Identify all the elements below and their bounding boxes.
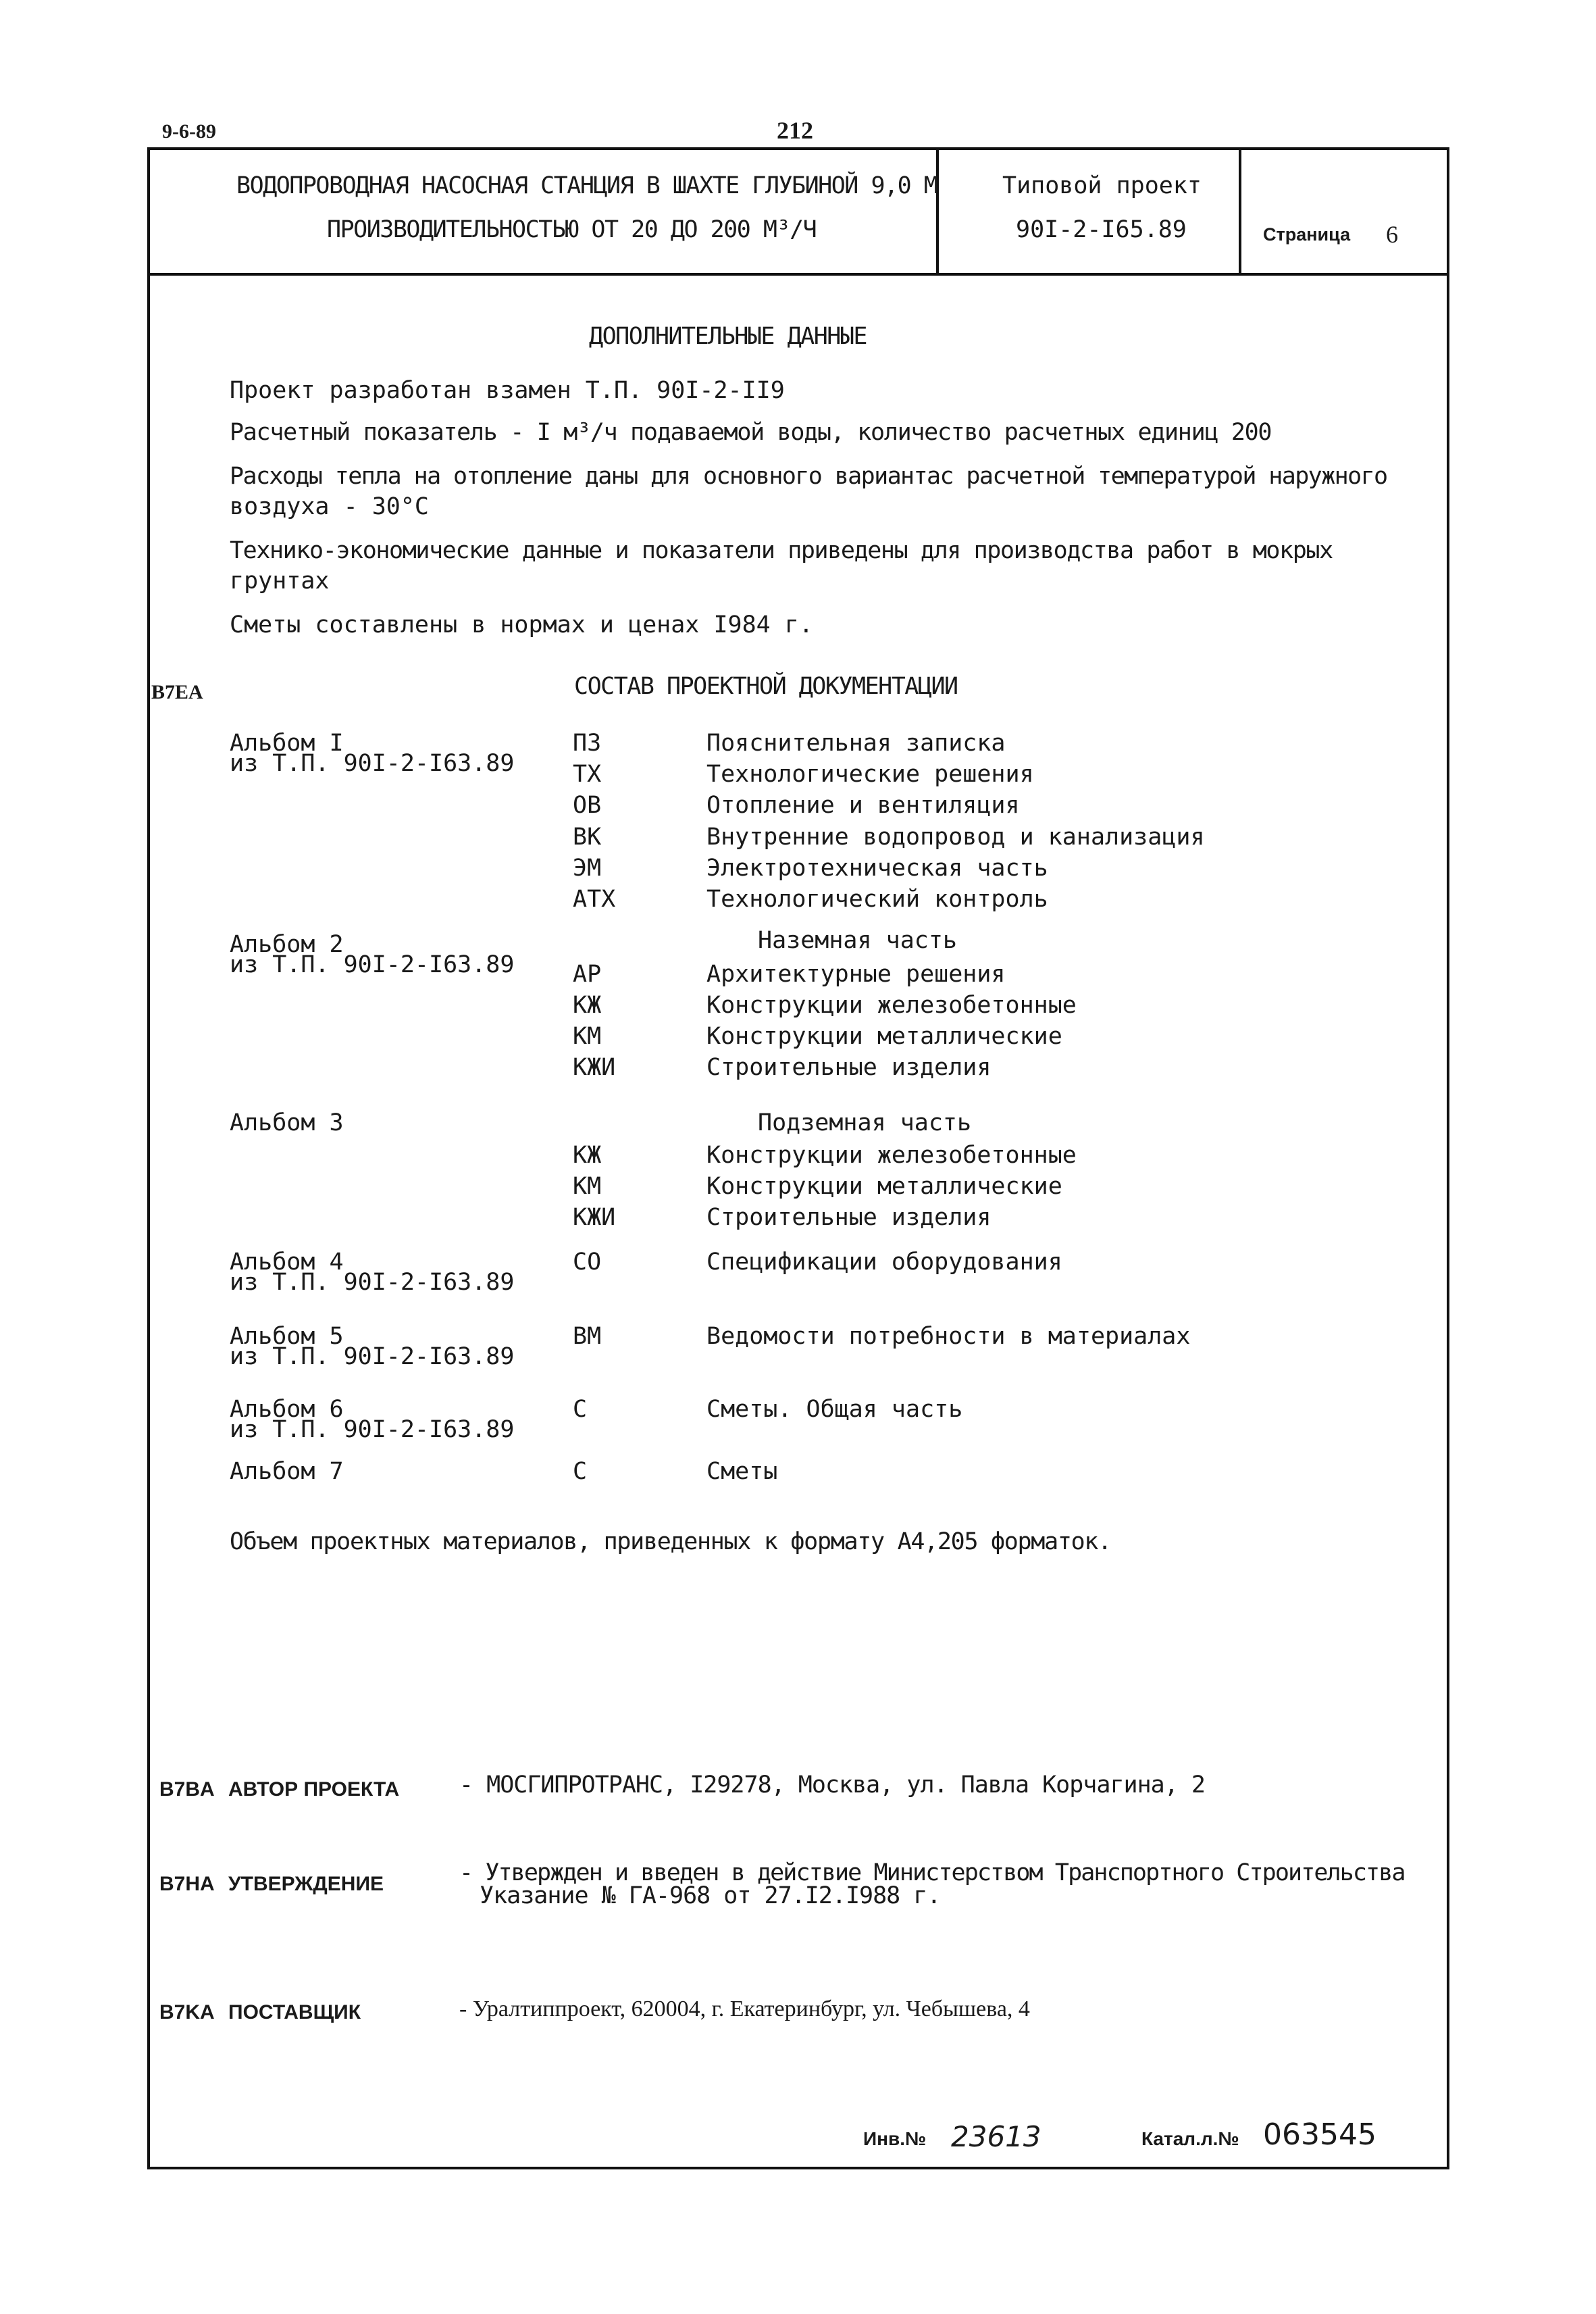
code-kzhi-2: КЖИ [573, 1204, 616, 1231]
additional-p1: Проект разработан взамен Т.П. 90I-2-II9 [230, 377, 785, 404]
title-block [147, 147, 1449, 276]
code-s-1: С [573, 1396, 588, 1423]
catalog-value: 063545 [1263, 2117, 1376, 2152]
section-above-ground: Наземная часть [758, 927, 958, 954]
date-stamp: 9-6-89 [162, 120, 216, 143]
page-value: 6 [1386, 221, 1398, 248]
desc-so: Спецификации оборудования [706, 1249, 1062, 1276]
desc-s-1: Сметы. Общая часть [706, 1396, 963, 1423]
album-5-source: из Т.П. 90I-2-I63.89 [230, 1343, 515, 1370]
album-6-source: из Т.П. 90I-2-I63.89 [230, 1416, 515, 1443]
album-3-title: Альбом 3 [230, 1109, 344, 1136]
desc-kzh-2: Конструкции железобетонные [706, 1142, 1077, 1169]
additional-heading: ДОПОЛНИТЕЛЬНЫЕ ДАННЫЕ [589, 323, 867, 350]
inventory-value: 23613 [951, 2120, 1041, 2153]
album-6-title: Альбом 6 [230, 1396, 344, 1423]
author-text: - МОСГИПРОТРАНС, I29278, Москва, ул. Павла Корчагина, 2 [459, 1771, 1205, 1799]
additional-p4b: грунтах [230, 568, 330, 595]
project-label: Типовой проект [1002, 172, 1202, 199]
additional-p5: Сметы составлены в нормах и ценах I984 г. [230, 611, 813, 638]
code-so: СО [573, 1249, 602, 1276]
album-5-title: Альбом 5 [230, 1323, 344, 1350]
code-vk: ВК [573, 824, 602, 851]
supplier-text: - Уралтиппроект, 620004, г. Екатеринбург, ул. Чебышева, 4 [459, 1996, 1030, 2021]
code-s-2: С [573, 1458, 588, 1485]
desc-ath: Технологический контроль [706, 886, 1048, 913]
supplier-label: ПОСТАВЩИК [228, 2001, 361, 2023]
album-7-title: Альбом 7 [230, 1458, 344, 1485]
code-ov: ОВ [573, 792, 602, 819]
sheet-number: 212 [777, 117, 813, 144]
desc-vm: Ведомости потребности в материалах [706, 1323, 1191, 1350]
code-em: ЭМ [573, 855, 602, 882]
additional-p3a: Расходы тепла на отопление даны для основного вариантас расчетной температурой наружного [230, 463, 1387, 490]
additional-p2: Расчетный показатель - I м³/ч подаваемой воды, количество расчетных единиц 200 [230, 419, 1272, 446]
title-line-1: ВОДОПРОВОДНАЯ НАСОСНАЯ СТАНЦИЯ В ШАХТЕ ГЛУБИНОЙ 9,0 М [236, 172, 937, 199]
desc-km-1: Конструкции металлические [706, 1023, 1062, 1050]
desc-km-2: Конструкции металлические [706, 1173, 1062, 1200]
code-kzhi-1: КЖИ [573, 1054, 616, 1081]
title-line-2: ПРОИЗВОДИТЕЛЬНОСТЬЮ ОТ 20 ДО 200 М³/Ч [327, 216, 817, 243]
composition-tag: B7EA [151, 681, 203, 703]
supplier-tag: B7KA [159, 2001, 215, 2023]
desc-kzhi-2: Строительные изделия [706, 1204, 992, 1231]
album-1-title: Альбом I [230, 730, 344, 757]
code-kzh-2: КЖ [573, 1142, 602, 1169]
inventory-label: Инв.№ [863, 2128, 927, 2149]
desc-ov: Отопление и вентиляция [706, 792, 1020, 819]
album-2-title: Альбом 2 [230, 931, 344, 958]
desc-ar: Архитектурные решения [706, 961, 1006, 988]
page-label: Страница [1263, 224, 1351, 245]
album-4-title: Альбом 4 [230, 1249, 344, 1276]
desc-kzh-1: Конструкции железобетонные [706, 992, 1077, 1019]
album-2-source: из Т.П. 90I-2-I63.89 [230, 951, 515, 978]
approval-text-2: Указание № ГА-968 от 27.I2.I988 г. [480, 1882, 941, 1909]
volume-note: Объем проектных материалов, приведенных к формату А4,205 форматок. [230, 1528, 1111, 1555]
author-label: АВТОР ПРОЕКТА [228, 1778, 400, 1801]
code-th: ТХ [573, 761, 602, 788]
code-km-2: КМ [573, 1173, 602, 1200]
desc-pz: Пояснительная записка [706, 730, 1006, 757]
desc-kzhi-1: Строительные изделия [706, 1054, 992, 1081]
desc-em: Электротехническая часть [706, 855, 1048, 882]
code-ath: АТХ [573, 886, 616, 913]
composition-heading: СОСТАВ ПРОЕКТНОЙ ДОКУМЕНТАЦИИ [574, 673, 958, 700]
catalog-label: Катал.л.№ [1141, 2128, 1239, 2149]
desc-vk: Внутренние водопровод и канализация [706, 824, 1205, 851]
additional-p4a: Технико-экономические данные и показатели приведены для производства работ в мокрых [230, 537, 1333, 564]
code-vm: ВМ [573, 1323, 602, 1350]
code-ar: АР [573, 961, 602, 988]
additional-p3b: воздуха - 30°С [230, 493, 430, 520]
approval-tag: B7HA [159, 1873, 215, 1895]
code-km-1: КМ [573, 1023, 602, 1050]
approval-label: УТВЕРЖДЕНИЕ [228, 1873, 384, 1895]
album-1-source: из Т.П. 90I-2-I63.89 [230, 750, 515, 777]
author-tag: B7BA [159, 1778, 215, 1801]
approval-text-1: - Утвержден и введен в действие Министерством Транспортного Строительства [459, 1859, 1405, 1886]
desc-th: Технологические решения [706, 761, 1034, 788]
desc-s-2: Сметы [706, 1458, 778, 1485]
album-4-source: из Т.П. 90I-2-I63.89 [230, 1269, 515, 1296]
code-pz: ПЗ [573, 730, 602, 757]
code-kzh-1: КЖ [573, 992, 602, 1019]
project-code: 90I-2-I65.89 [1016, 216, 1187, 243]
section-underground: Подземная часть [758, 1109, 972, 1136]
